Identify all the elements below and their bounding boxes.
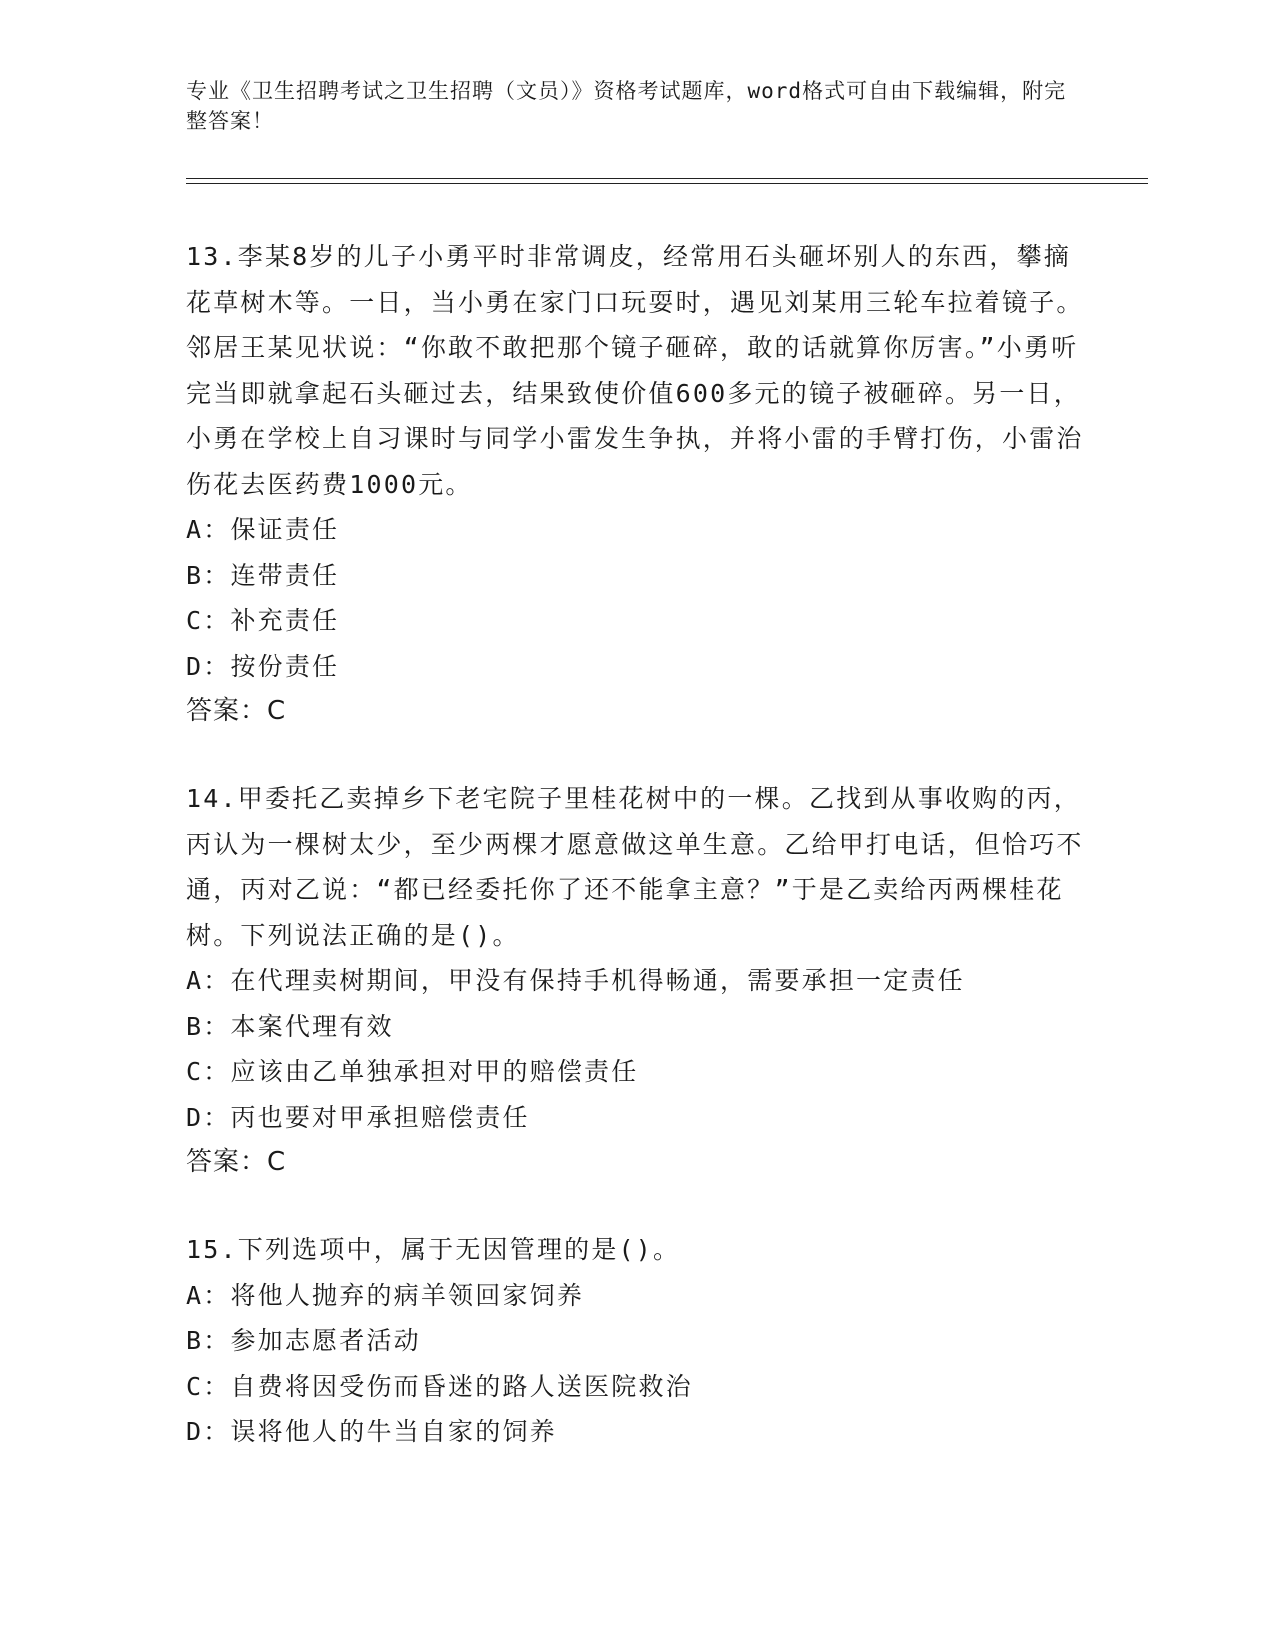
option-b: B：参加志愿者活动 xyxy=(186,1326,421,1355)
option-a: A：将他人抛弃的病羊领回家饲养 xyxy=(186,1280,585,1310)
option-a: A：在代理卖树期间，甲没有保持手机得畅通，需要承担一定责任 xyxy=(186,966,965,995)
option-d: D：按份责任 xyxy=(186,651,340,681)
option-c: C：自费将因受伤而昏迷的路人送医院救治 xyxy=(186,1371,693,1401)
option-c: C：应该由乙单独承担对甲的赔偿责任 xyxy=(186,1057,639,1086)
option-c: C：补充责任 xyxy=(186,606,340,635)
header-text: 专业《卫生招聘考试之卫生招聘（文员）》资格考试题库，word格式可自由下载编辑，附完整答案！ xyxy=(186,79,1067,133)
question-15 xyxy=(186,1227,1086,1455)
header-divider-bottom xyxy=(186,183,1148,184)
header-divider-top xyxy=(186,178,1148,179)
question-stem: 14.甲委托乙卖掉乡下老宅院子里桂花树中的一棵。乙找到从事收购的丙，丙认为一棵树太少，至少两棵才愿意做这单生意。乙给甲打电话，但恰巧不通，丙对乙说：“都已经委托你了还不能拿主意？”于是乙卖给丙两棵桂花树。下列说法正确的是()。 xyxy=(186,784,1084,950)
option-a: A：保证责任 xyxy=(186,515,340,544)
option-d: D：误将他人的牛当自家的饲养 xyxy=(186,1417,557,1446)
option-b: B：连带责任 xyxy=(186,560,340,590)
question-14 xyxy=(186,776,1086,1186)
answer: 答案：C xyxy=(186,696,287,726)
option-b: B：本案代理有效 xyxy=(186,1011,394,1041)
option-d: D：丙也要对甲承担赔偿责任 xyxy=(186,1102,530,1132)
question-13 xyxy=(186,234,1086,735)
question-stem: 13.李某8岁的儿子小勇平时非常调皮，经常用石头砸坏别人的东西，攀摘花草树木等。一日，当小勇在家门口玩耍时，遇见刘某用三轮车拉着镜子。邻居王某见状说：“你敢不敢把那个镜子砸碎，敢的话就算你厉害。”小勇听完当即就拿起石头砸过去，结果致使价值600多元的镜子被砸碎。另一日，小勇在学校上自习课时与同学小雷发生争执，并将小雷的手臂打伤，小雷治伤花去医药费1000元。 xyxy=(186,242,1084,499)
document-header xyxy=(186,76,1086,136)
answer: 答案：C xyxy=(186,1147,287,1177)
question-stem: 15.下列选项中，属于无因管理的是()。 xyxy=(186,1235,681,1264)
